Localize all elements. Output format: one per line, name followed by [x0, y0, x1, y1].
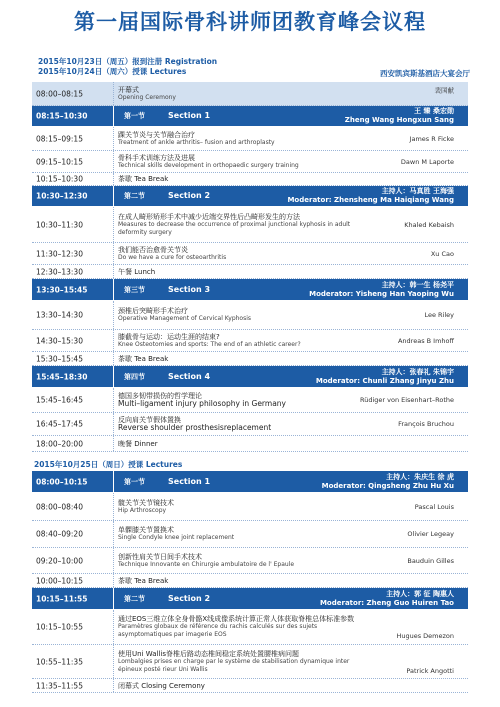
- section-header: [32, 279, 468, 301]
- column-divider: [113, 574, 114, 587]
- topic-en: Do we have a cure for osteoarthritis: [118, 253, 227, 261]
- row-time: 08:00–08:15: [36, 89, 83, 98]
- chairs-en: Moderator: Chunli Zhang Jinyu Zhu: [315, 376, 454, 385]
- row-topic: [118, 553, 388, 569]
- break-row: [32, 173, 468, 186]
- schedule-dates: [38, 57, 217, 77]
- topic-en: Paramètres globaux de référence du rachis calculés sur des sujets asymptomatiques par imagerie EOS: [118, 623, 318, 638]
- agenda-row: [32, 82, 468, 106]
- agenda-row: [32, 493, 468, 521]
- section-chairs: [345, 107, 454, 125]
- agenda-row: [32, 301, 468, 330]
- column-divider: [113, 243, 114, 264]
- column-divider: [113, 106, 114, 126]
- column-divider: [113, 279, 114, 300]
- section-header: [32, 471, 468, 493]
- column-divider: [113, 493, 114, 520]
- section-chairs: [322, 473, 454, 491]
- topic-en: Reverse shoulder prosthesisreplacement: [118, 423, 272, 432]
- section-number: 第四节: [124, 372, 145, 381]
- column-divider: [113, 265, 114, 278]
- row-speaker: Andreas B Imhoff: [397, 336, 454, 345]
- chairs-en: Zheng Wang Hongxun Sang: [344, 116, 454, 124]
- chairs-cn: 主持人：马真胜 王海强: [381, 187, 454, 195]
- agenda-row: [32, 548, 468, 574]
- break-row: [32, 352, 468, 366]
- agenda-row: [32, 645, 468, 679]
- column-divider: [113, 151, 114, 172]
- column-divider: [113, 645, 114, 678]
- column-divider: [113, 413, 114, 435]
- section-label: Section 3: [168, 284, 211, 294]
- topic-cn: 通过EOS三维立体全身骨骼X线成像系统计算正常人体获取脊椎总体标准参数: [118, 615, 355, 623]
- break-label: 茶歇 Tea Break: [118, 576, 169, 585]
- column-divider: [113, 330, 114, 351]
- section-header: [32, 588, 468, 610]
- row-topic: [118, 131, 388, 147]
- row-speaker: Lee Riley: [424, 311, 454, 319]
- section-label: Section 4: [168, 371, 211, 381]
- column-divider: [113, 521, 114, 547]
- section-time: 08:15–10:30: [36, 111, 88, 121]
- topic-cn: 使用Uni Wallis脊椎后路动态椎间稳定系统处置腰椎病问题: [118, 649, 299, 658]
- section-chairs: [316, 368, 454, 386]
- agenda-row: [32, 127, 468, 151]
- chairs-en: Moderator: Yisheng Han Yaoping Wu: [309, 289, 454, 298]
- row-speaker: Patrick Angotti: [406, 667, 454, 675]
- page-title: 第一届国际骨科讲师团教育峰会议程: [74, 10, 426, 34]
- topic-cn: 德国多韧带损伤的哲学理论: [118, 392, 202, 400]
- column-divider: [113, 207, 114, 242]
- row-time: 13:30–14:30: [36, 310, 83, 320]
- topic-en: Operative Management of Cervical Kyphosis: [118, 315, 252, 322]
- break-row: [32, 265, 468, 279]
- topic-cn: 踝关节炎与关节融合治疗: [118, 130, 195, 139]
- topic-en: Technique Innovante en Chirurgie ambulatoire de l' Epaule: [118, 560, 295, 568]
- section-chairs: [287, 187, 454, 205]
- agenda-row: [32, 330, 468, 352]
- chairs-cn: 主持人：郭 征 陶惠人: [386, 589, 454, 598]
- section-time: 10:15–11:55: [36, 594, 88, 603]
- chairs-en: Moderator: Qingsheng Zhu Hu Xu: [321, 481, 454, 490]
- row-speaker: Rüdiger von Eisenhart–Rothe: [359, 396, 454, 404]
- section-time: 08:00–10:15: [36, 477, 88, 486]
- topic-cn: 单髁膝关节置换术: [118, 526, 174, 534]
- column-divider: [113, 388, 114, 412]
- section-label: Section 2: [168, 593, 211, 603]
- row-time: 10:30–11:30: [36, 220, 83, 229]
- row-topic: [118, 615, 363, 639]
- section-chairs: [309, 281, 454, 299]
- section-label: Section 1: [168, 111, 211, 120]
- section-title: [124, 285, 210, 295]
- section-header: [32, 106, 468, 127]
- row-speaker: Olivier Legeay: [407, 530, 454, 538]
- row-speaker: François Bruchou: [398, 420, 454, 428]
- row-topic: [118, 213, 358, 237]
- closing-label: 闭幕式 Closing Ceremony: [118, 681, 205, 690]
- topic-cn: 我们能否治愈骨关节炎: [118, 245, 188, 254]
- column-divider: [113, 610, 114, 644]
- row-time: 16:45–17:45: [36, 419, 83, 429]
- topic-en: Single Condyle knee joint replacement: [118, 534, 235, 541]
- section-time: 10:30–12:30: [36, 191, 88, 201]
- agenda-row: [32, 151, 468, 173]
- topic-cn: 膝截骨与运动：运动生涯的结束?: [118, 332, 220, 341]
- topic-cn: 开幕式: [118, 85, 139, 94]
- row-topic: [118, 86, 388, 102]
- row-time: 14:30–15:30: [36, 336, 83, 345]
- row-topic: [118, 416, 388, 432]
- section-chairs: [320, 590, 454, 608]
- topic-cn: 在成人畸形矫形手术中减少近端交界性后凸畸形发生的方法: [118, 212, 300, 221]
- agenda-row: [32, 388, 468, 413]
- section-title: [124, 594, 210, 604]
- section-title: [124, 111, 210, 121]
- section-number: 第三节: [124, 285, 145, 294]
- topic-en: Knee Osteotomies and sports: The end of an athletic career?: [118, 340, 301, 348]
- topic-cn: 颈椎后突畸形手术治疗: [118, 307, 188, 315]
- venue: 西安凯宾斯基酒店大宴会厅: [380, 69, 470, 78]
- row-speaker: Hugues Demezon: [396, 632, 454, 640]
- row-topic: [118, 392, 388, 408]
- column-divider: [113, 588, 114, 609]
- section-label: Section 2: [168, 191, 211, 200]
- row-topic: [118, 246, 388, 262]
- row-speaker: Pascal Louis: [414, 502, 454, 511]
- chairs-cn: 主持人：朱庆生 徐 虎: [386, 472, 454, 481]
- break-label: 茶歇 Tea Break: [118, 354, 169, 363]
- row-time: 11:30–12:30: [36, 249, 83, 258]
- section-title: [124, 191, 210, 201]
- chairs-cn: 王 臻 桑宏勋: [414, 107, 454, 115]
- row-time: 11:35–11:55: [36, 681, 83, 690]
- topic-en: Technical skills development in orthopaedic surgery training: [118, 161, 299, 169]
- break-label: 午餐 Lunch: [118, 267, 156, 276]
- lecture-date-day2: 2015年10月25日（周日）授课 Lectures: [34, 460, 183, 469]
- column-divider: [113, 471, 114, 492]
- section-title: [124, 477, 210, 487]
- row-time: 08:40–09:20: [36, 529, 83, 539]
- column-divider: [113, 173, 114, 185]
- column-divider: [113, 436, 114, 451]
- row-topic: [118, 526, 388, 542]
- column-divider: [113, 127, 114, 150]
- column-divider: [113, 548, 114, 573]
- section-time: 13:30–15:45: [36, 285, 88, 294]
- row-time: 09:15–10:15: [36, 157, 83, 166]
- row-speaker: Xu Cao: [430, 249, 454, 258]
- topic-en: Measures to decrease the occurrence of proximal junctional kyphosis in adult deformity surgery: [118, 220, 351, 236]
- topic-en: Multi–ligament injury philosophy in Germany: [118, 399, 286, 408]
- section-header: [32, 186, 468, 207]
- row-time: 09:20–10:00: [36, 556, 83, 565]
- column-divider: [113, 366, 114, 387]
- row-topic: [118, 499, 388, 515]
- section-number: 第二节: [124, 192, 145, 200]
- agenda-row: [32, 207, 468, 243]
- row-speaker: James R Ficke: [409, 134, 454, 143]
- agenda-row: [32, 521, 468, 548]
- closing-row: [32, 679, 468, 693]
- section-number: 第一节: [124, 112, 145, 120]
- section-time: 15:45–18:30: [36, 372, 88, 381]
- row-time: 10:15–10:55: [36, 622, 83, 632]
- topic-en: Lombalgies prises en charge par le système de stabilisation dynamique inter épineux posté rieur Uni Wallis: [118, 657, 350, 673]
- row-speaker: Dawn M Laporte: [400, 157, 454, 166]
- topic-en: Treatment of ankle arthritis– fusion and arthroplasty: [118, 138, 275, 146]
- topic-en: Hip Arthroscopy: [118, 506, 167, 514]
- section-title: [124, 372, 210, 382]
- row-time: 12:30–13:30: [36, 267, 83, 276]
- row-time: 08:00–08:40: [36, 502, 83, 511]
- column-divider: [113, 82, 114, 105]
- row-time: 10:00–10:15: [36, 576, 83, 585]
- row-time: 10:55–11:35: [36, 657, 83, 666]
- row-time: 08:15–09:15: [36, 134, 83, 143]
- topic-cn: 反向肩关节假体置换: [118, 416, 181, 424]
- row-topic: [118, 333, 388, 349]
- row-time: 10:15–10:30: [36, 174, 83, 184]
- row-topic: [118, 650, 363, 674]
- row-topic: [118, 307, 388, 323]
- row-speaker: 裴国献: [434, 86, 454, 95]
- column-divider: [113, 352, 114, 365]
- agenda-row: [32, 413, 468, 436]
- row-time: 15:45–16:45: [36, 395, 83, 405]
- column-divider: [113, 186, 114, 206]
- registration-date: 2015年10月23日（周五）报到注册 Registration: [38, 57, 218, 66]
- row-time: 15:30–15:45: [36, 354, 83, 363]
- topic-cn: 髋关节关节镜技术: [118, 498, 174, 507]
- row-speaker: Bauduin Gilles: [407, 556, 454, 565]
- topic-en: Opening Ceremony: [118, 93, 176, 101]
- break-label: 茶歇 Tea Break: [118, 175, 169, 183]
- break-row: [32, 436, 468, 452]
- agenda-row: [32, 610, 468, 645]
- break-row: [32, 574, 468, 588]
- chairs-en: Moderator: Zheng Guo Huiren Tao: [319, 598, 454, 607]
- section-number: 第一节: [124, 477, 145, 486]
- row-topic: [118, 154, 388, 170]
- column-divider: [113, 301, 114, 329]
- section-header: [32, 366, 468, 388]
- topic-cn: 骨科手术训练方法及进展: [118, 153, 195, 162]
- break-label: 晚餐 Dinner: [118, 439, 158, 448]
- lecture-date-day1: 2015年10月24日（周六）授课 Lectures: [38, 67, 187, 76]
- chairs-cn: 主持人：韩一生 杨尧平: [381, 280, 454, 289]
- section-label: Section 1: [168, 476, 211, 486]
- column-divider: [113, 679, 114, 692]
- section-number: 第二节: [124, 594, 145, 603]
- topic-cn: 创新性肩关节日间手术技术: [118, 552, 202, 561]
- chairs-en: Moderator: Zhensheng Ma Haiqiang Wang: [287, 196, 454, 204]
- chairs-cn: 主持人：张春礼 朱锦宇: [381, 367, 454, 376]
- row-speaker: Khaled Kebaish: [404, 220, 454, 229]
- row-time: 18:00–20:00: [36, 439, 83, 448]
- agenda-row: [32, 243, 468, 265]
